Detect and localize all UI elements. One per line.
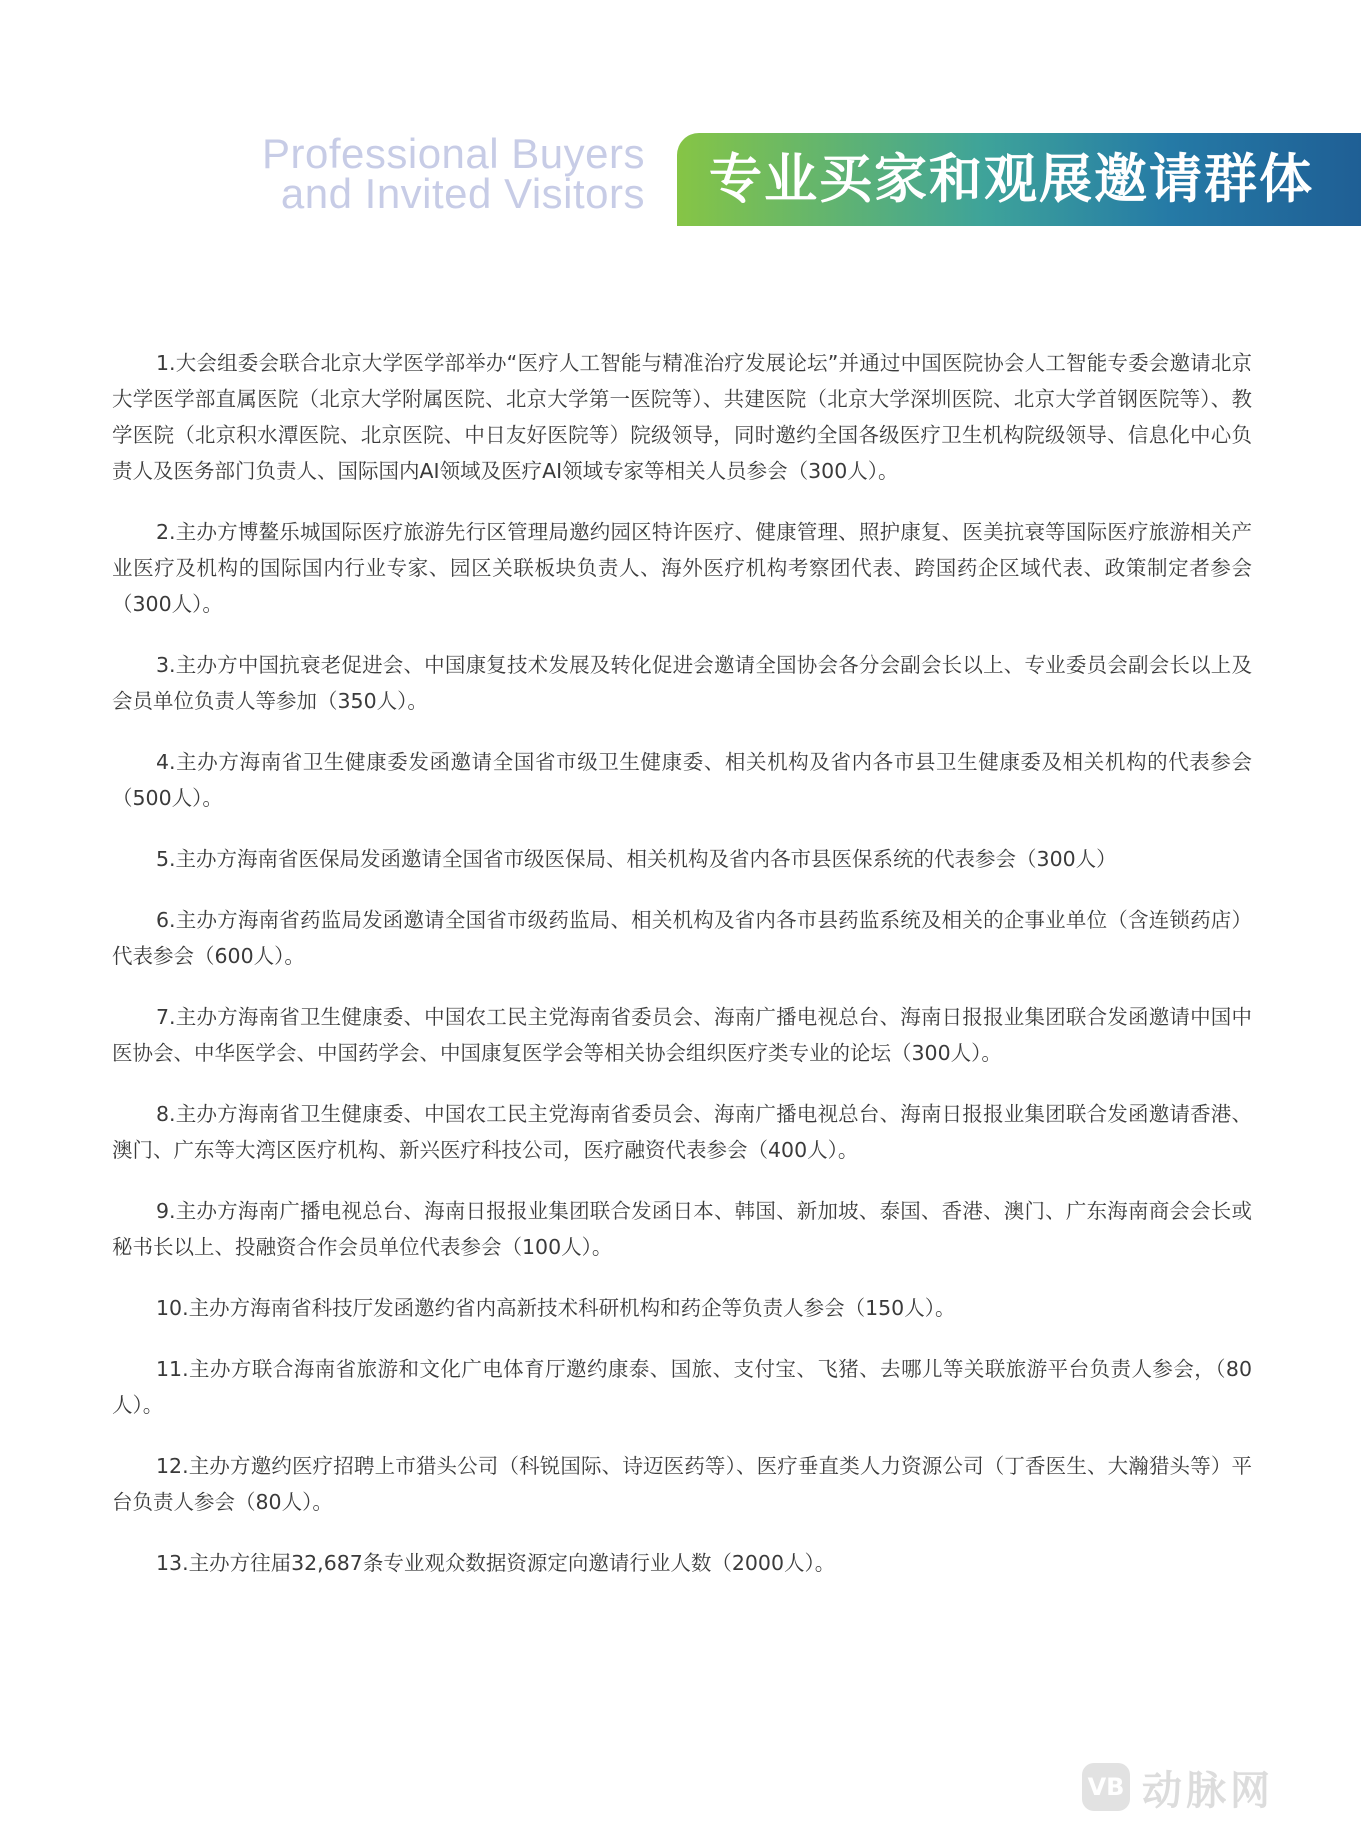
list-item: 9.主办方海南广播电视总台、海南日报报业集团联合发函日本、韩国、新加坡、泰国、香港、澳门、广东海南商会会长或秘书长以上、投融资合作会员单位代表参会（100人）。: [112, 1199, 1252, 1259]
list-item: 7.主办方海南省卫生健康委、中国农工民主党海南省委员会、海南广播电视总台、海南日报报业集团联合发函邀请中国中医协会、中华医学会、中国药学会、中国康复医学会等相关协会组织医疗类专业的论坛（300人）。: [112, 1005, 1252, 1065]
title-banner: [677, 133, 1361, 226]
invitation-list: [112, 345, 1252, 1606]
list-item: 11.主办方联合海南省旅游和文化广电体育厅邀约康泰、国旅、支付宝、飞猪、去哪儿等关联旅游平台负责人参会，（80人）。: [112, 1357, 1252, 1417]
list-item: 5.主办方海南省医保局发函邀请全国省市级医保局、相关机构及省内各市县医保系统的代表参会（300人）: [156, 847, 1117, 871]
list-item: 8.主办方海南省卫生健康委、中国农工民主党海南省委员会、海南广播电视总台、海南日报报业集团联合发函邀请香港、澳门、广东等大湾区医疗机构、新兴医疗科技公司，医疗融资代表参会（400人）。: [112, 1102, 1252, 1162]
list-item: 2.主办方博鳌乐城国际医疗旅游先行区管理局邀约园区特许医疗、健康管理、照护康复、医美抗衰等国际医疗旅游相关产业医疗及机构的国际国内行业专家、园区关联板块负责人、海外医疗机构考察团代表、跨国药企区域代表、政策制定者参会（300人）。: [112, 520, 1252, 616]
list-item: 13.主办方往届32,687条专业观众数据资源定向邀请行业人数（2000人）。: [156, 1551, 836, 1575]
list-item: 10.主办方海南省科技厅发函邀约省内高新技术科研机构和药企等负责人参会（150人）。: [156, 1296, 956, 1320]
english-title: [85, 130, 645, 217]
list-item: 4.主办方海南省卫生健康委发函邀请全国省市级卫生健康委、相关机构及省内各市县卫生健康委及相关机构的代表参会（500人）。: [112, 750, 1252, 810]
list-item: 1.大会组委会联合北京大学医学部举办“医疗人工智能与精准治疗发展论坛”并通过中国医院协会人工智能专委会邀请北京大学医学部直属医院（北京大学附属医院、北京大学第一医院等）、共建医院（北京大学深圳医院、北京大学首钢医院等）、教学医院（北京积水潭医院、北京医院、中日友好医院等）院级领导，同时邀约全国各级医疗卫生机构院级领导、信息化中心负责人及医务部门负责人、国际国内AI领域及医疗AI领域专家等相关人员参会（300人）。: [112, 351, 1252, 483]
english-title-line-2: and Invited Visitors: [280, 170, 645, 217]
page-title: 专业买家和观展邀请群体: [709, 149, 1314, 210]
list-item: 6.主办方海南省药监局发函邀请全国省市级药监局、相关机构及省内各市县药监系统及相关的企事业单位（含连锁药店）代表参会（600人）。: [112, 908, 1252, 968]
watermark-text: 动脉网: [1142, 1767, 1274, 1814]
watermark: [1082, 1757, 1342, 1817]
list-item: 12.主办方邀约医疗招聘上市猎头公司（科锐国际、诗迈医药等）、医疗垂直类人力资源公司（丁香医生、大瀚猎头等）平台负责人参会（80人）。: [112, 1454, 1252, 1514]
watermark-logo-icon: VB: [1082, 1763, 1130, 1811]
list-item: 3.主办方中国抗衰老促进会、中国康复技术发展及转化促进会邀请全国协会各分会副会长以上、专业委员会副会长以上及会员单位负责人等参加（350人）。: [112, 653, 1252, 713]
english-title-line-1: Professional Buyers: [261, 130, 645, 177]
